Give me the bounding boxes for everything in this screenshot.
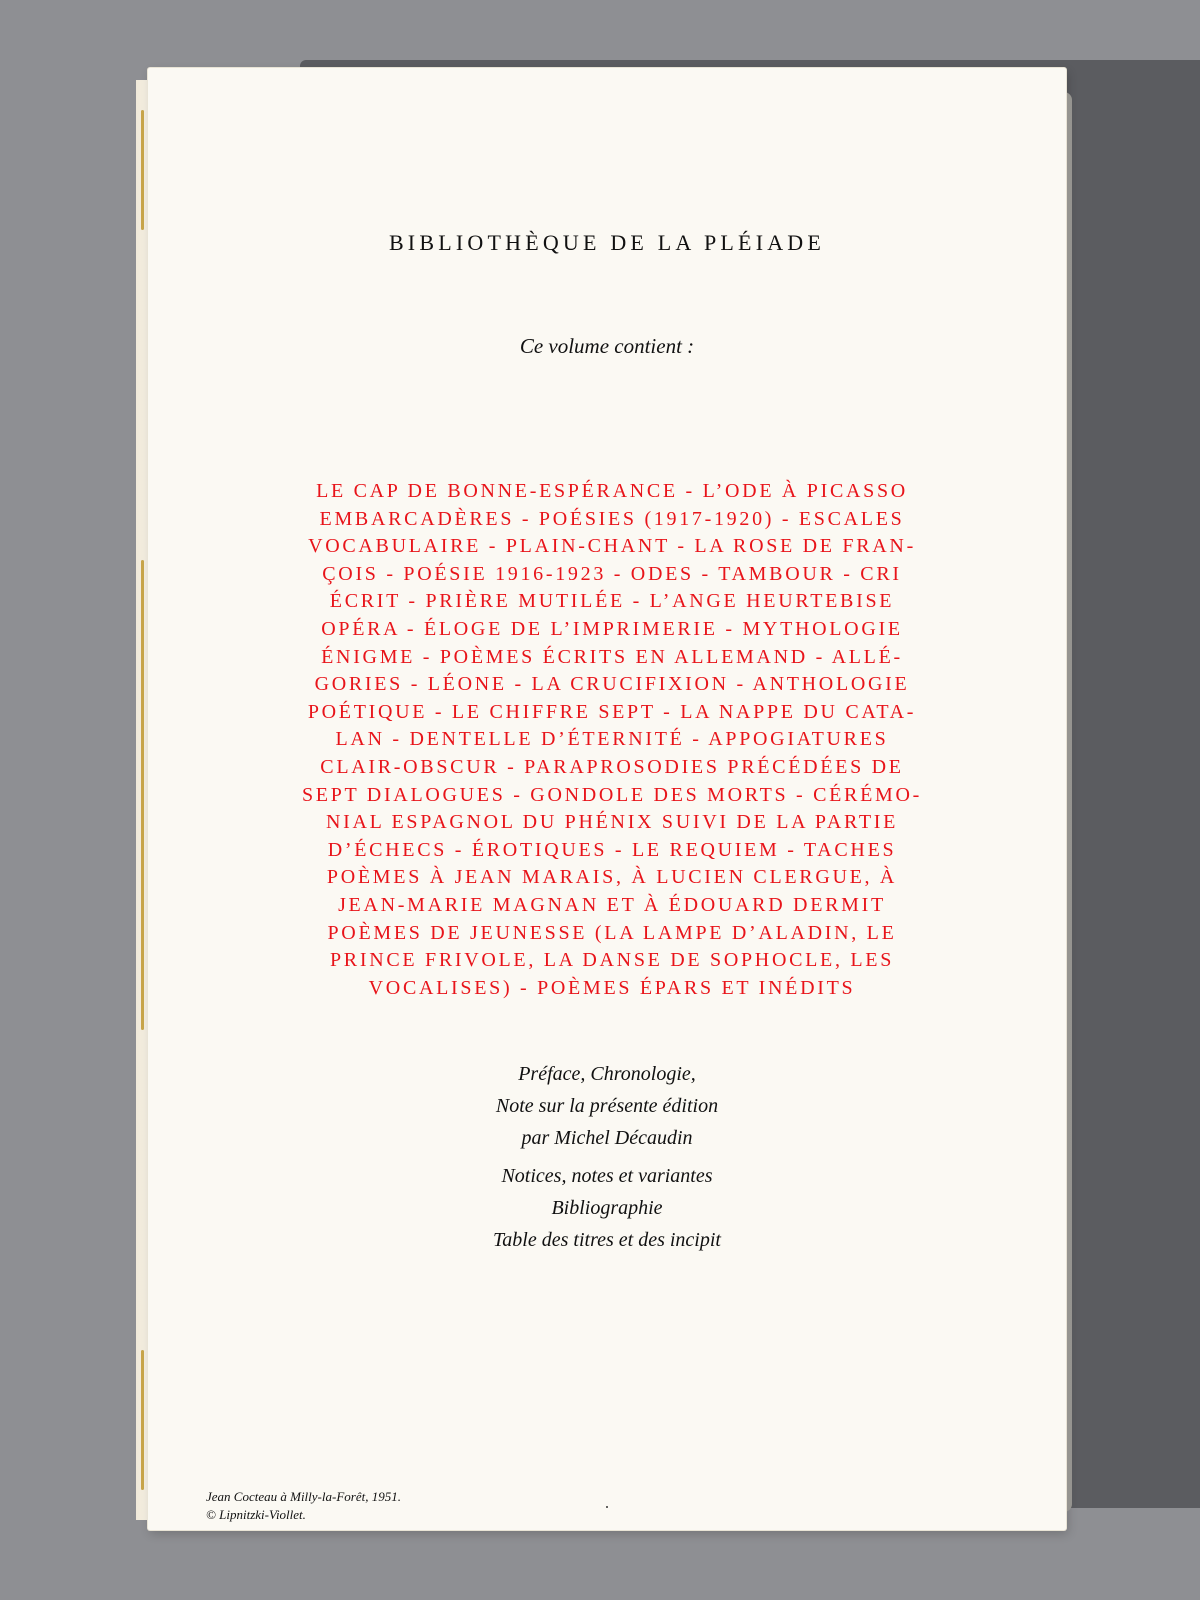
contents-line: LE CAP DE BONNE-ESPÉRANCE - L’ODE À PICASSO [316,480,908,502]
contents-line: VOCABULAIRE - PLAIN-CHANT - LA ROSE DE FRAN- [308,535,916,558]
contents-line: LAN - DENTELLE D’ÉTERNITÉ - APPOGIATURES [335,728,889,751]
photo-credit [206,1488,401,1524]
contents-line: D’ÉCHECS - ÉROTIQUES - LE REQUIEM - TACHES [327,838,897,861]
credit-line: Table des titres et des incipit [493,1229,721,1251]
contents-line: POÉTIQUE - LE CHIFFRE SEPT - LA NAPPE DU CATA- [307,700,917,723]
contents-line: EMBARCADÈRES - POÉSIES (1917-1920) - ESCALES [319,507,905,530]
contents-line: ÉNIGME - POÈMES ÉCRITS EN ALLEMAND - ALLÉ- [321,645,903,668]
contents-line: CLAIR-OBSCUR - PARAPROSODIES PRÉCÉDÉES DE [320,755,904,778]
contents-line: ÉCRIT - PRIÈRE MUTILÉE - L’ANGE HEURTEBISE [329,590,895,613]
contents-line: OPÉRA - ÉLOGE DE L’IMPRIMERIE - MYTHOLOGIE [321,617,903,640]
contents-list [274,478,950,1002]
contents-line: POÈMES À JEAN MARAIS, À LUCIEN CLERGUE, À [326,866,898,889]
contents-line: VOCALISES) - POÈMES ÉPARS ET INÉDITS [368,976,856,999]
gold-edge-line-bottom [141,1350,144,1490]
credit-line: par Michel Décaudin [521,1127,693,1149]
gold-edge-line-middle [141,560,144,1030]
contents-line: GORIES - LÉONE - LA CRUCIFIXION - ANTHOLOGIE [314,673,910,696]
photo-copyright: © Lipnitzki-Viollet. [206,1507,306,1522]
jacket-page [148,68,1066,1530]
contains-label: Ce volume contient : [519,334,695,358]
credit-line: Bibliographie [551,1197,663,1219]
contents-line: NIAL ESPAGNOL DU PHÉNIX SUIVI DE LA PARTIE [325,811,899,834]
contents-line: SEPT DIALOGUES - GONDOLE DES MORTS - CÉRÉMO- [301,783,922,806]
contents-line: POÈMES DE JEUNESSE (LA LAMPE D’ALADIN, LE [327,921,897,944]
contents-line: PRINCE FRIVOLE, LA DANSE DE SOPHOCLE, LES [329,949,895,972]
print-speck [606,1506,608,1508]
gold-edge-line-top [141,110,144,230]
series-title: BIBLIOTHÈQUE DE LA PLÉIADE [388,230,826,255]
credit-line: Notices, notes et variantes [501,1165,713,1187]
credit-line: Préface, Chronologie, [518,1063,696,1085]
photo-caption: Jean Cocteau à Milly-la-Forêt, 1951. [206,1489,401,1504]
credit-line: Note sur la présente édition [495,1095,719,1117]
contents-line: JEAN-MARIE MAGNAN ET À ÉDOUARD DERMIT [338,893,886,916]
editorial-credits [148,1058,1066,1256]
contents-line: ÇOIS - POÉSIE 1916-1923 - ODES - TAMBOUR - CRI [322,562,902,585]
